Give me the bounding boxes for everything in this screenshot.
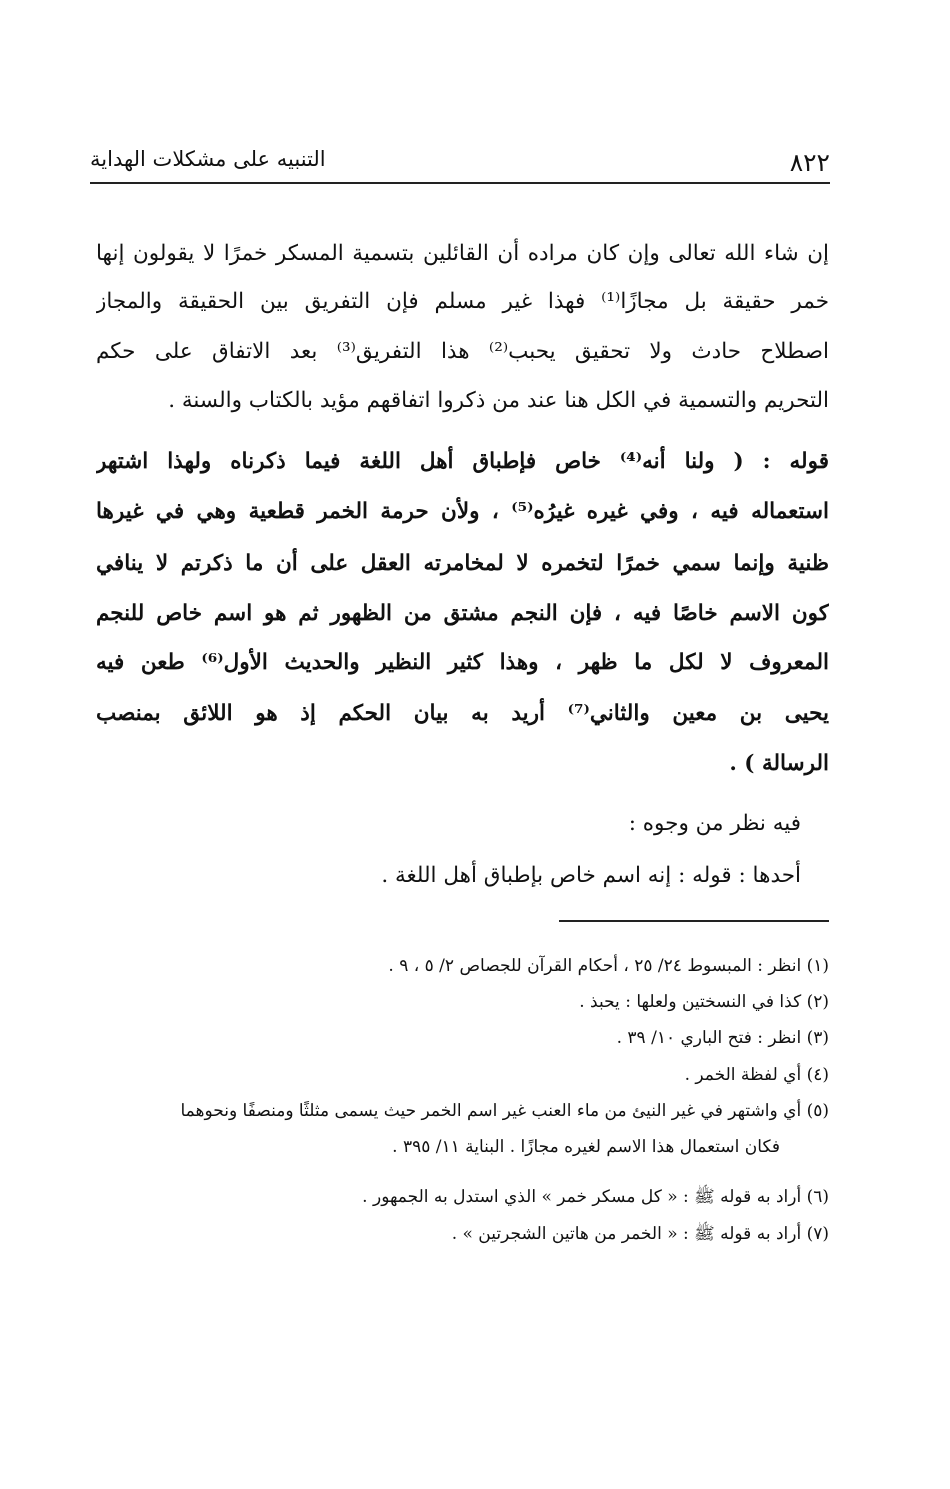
footnote: (٦) أراد به قوله ﷺ : « كل مسكر خمر » الذي استدل به الجمهور .	[362, 1187, 829, 1207]
footnote: (٥) أي واشتهر في غير النيئ من ماء العنب غير اسم الخمر حيث يسمى مثلثًا ومنصفًا ونحوهما	[180, 1101, 829, 1121]
quote-line: المعروف لا لكل ما ظهر ، وهذا كثير النظير والحديث الأول⁽⁶⁾ طعن فيه	[96, 650, 829, 675]
running-title: التنبيه على مشكلات الهداية	[90, 147, 326, 171]
footnote: (٢) كذا في النسختين ولعلها : يحبذ .	[579, 992, 829, 1012]
footnote: (٣) انظر : فتح الباري ١٠/ ٣٩ .	[616, 1028, 829, 1048]
footnote-divider	[559, 920, 829, 922]
quote-line: ظنية وإنما سمي خمرًا لتخمره لا لمخامرته العقل على أن ما ذكرتم لا ينافي	[96, 551, 829, 576]
footnote: (١) انظر : المبسوط ٢٤/ ٢٥ ، أحكام القرآن للجصاص ٢/ ٥ ، ٩ .	[388, 956, 829, 976]
main-text	[96, 0, 829, 900]
quote-line: كون الاسم خاصًا فيه ، فإن النجم مشتق من الظهور ثم هو اسم خاص للنجم	[96, 601, 829, 626]
paragraph-line: فيه نظر من وجوه :	[628, 811, 801, 836]
paragraph-line: أحدها : قوله : إنه اسم خاص بإطباق أهل اللغة .	[381, 863, 801, 888]
page-number: ٨٢٢	[789, 148, 830, 177]
footnote-continuation: فكان استعمال هذا الاسم لغيره مجازًا . البناية ١١/ ٣٩٥ .	[392, 1137, 780, 1157]
footnote: (٧) أراد به قوله ﷺ : « الخمر من هاتين الشجرتين » .	[451, 1224, 829, 1244]
paragraph-line: اصطلاح حادث ولا تحقيق يحبب⁽²⁾ هذا التفريق⁽³⁾ بعد الاتفاق على حكم	[96, 339, 829, 364]
quote-line: يحيى بن معين والثاني⁽⁷⁾ أريد به بيان الحكم إذ هو اللائق بمنصب	[96, 701, 829, 726]
paragraph-line: خمر حقيقة بل مجازًا⁽¹⁾ فهذا غير مسلم فإن التفريق بين الحقيقة والمجاز	[96, 289, 829, 314]
footnote: (٤) أي لفظة الخمر .	[684, 1065, 829, 1085]
paragraph-line: التحريم والتسمية في الكل هنا عند من ذكروا اتفاقهم مؤيد بالكتاب والسنة .	[168, 388, 829, 413]
quote-line: استعماله فيه ، وفي غيره غيرُه⁽⁵⁾ ، ولأن حرمة الخمر قطعية وهي في غيرها	[96, 499, 829, 524]
quote-line: الرسالة ) .	[729, 751, 829, 776]
quote-line: قوله : ( ولنا أنه⁽⁴⁾ خاص فإطباق أهل اللغة فيما ذكرناه ولهذا اشتهر	[96, 449, 829, 474]
paragraph-line: إن شاء الله تعالى وإن كان مراده أن القائلين بتسمية المسكر خمرًا لا يقولون إنها	[96, 241, 829, 266]
